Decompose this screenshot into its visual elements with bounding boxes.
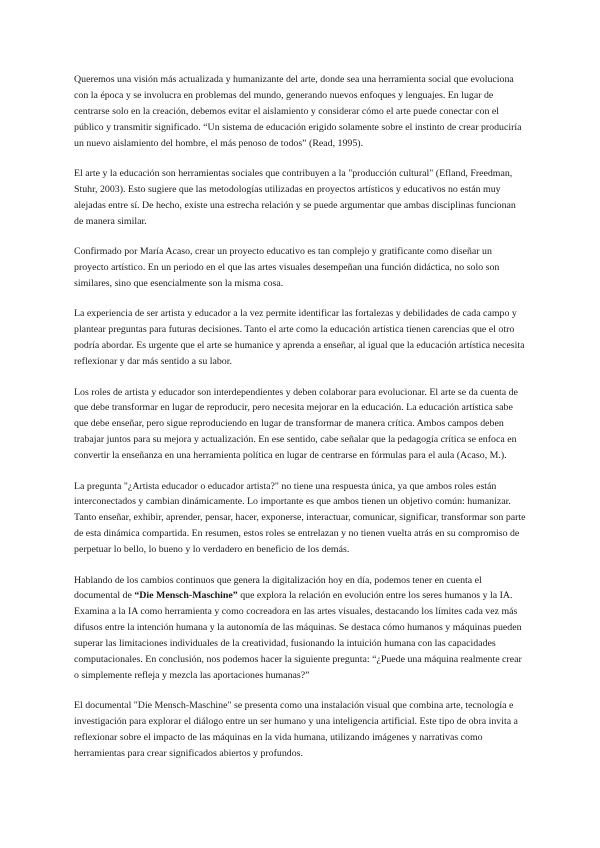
paragraph-7 — [74, 573, 526, 684]
paragraph-2: El arte y la educación son herramientas sociales que contribuyen a la "producción cultural" (Efland, Freedman, Stuhr, 2003). Esto sugiere que las metodologías utilizadas en proyectos artísticos y educativos no están muy alejadas entre sí. De hecho, existe una estrecha relación y se puede argumentar que ambas disciplinas funcionan de manera similar. — [74, 168, 516, 227]
paragraph-1: Queremos una visión más actualizada y humanizante del arte, donde sea una herramienta social que evoluciona con la época y se involucra en problemas del mundo, generando nuevos enfoques y lenguajes. En lugar de centrarse solo en la creación, debemos evitar el aislamiento y considerar cómo el arte puede conectar con el público y transmitir significado. “Un sistema de educación erigido solamente sobre el instinto de crear produciría un nuevo aislamiento del hombre, el más penoso de todos” (Read, 1995). — [74, 74, 522, 149]
paragraph-7-text-before: Hablando de los cambios continuos que genera la digitalización hoy en día, podemos tener en cuenta el documental de — [74, 574, 482, 602]
paragraph-7-text-after: que explora la relación en evolución entre los seres humanos y la IA. Examina a la IA como herramienta y como cocreadora en las artes visuales, destacando los límites cada vez más difusos entre la intención humana y la autonomía de las máquinas. Se destaca cómo humanos y máquinas pueden superar las limitaciones individuales de la creatividad, fusionando la intuición humana con las capacidades computacionales. En conclusión, nos podemos hacer la siguiente pregunta: “¿Puede una máquina realmente crear o simplemente refleja y mezcla las aportaciones humanas?” — [74, 590, 522, 681]
paragraph-4: La experiencia de ser artista y educador a la vez permite identificar las fortalezas y debilidades de cada campo y plantear preguntas para futuras decisiones. Tanto el arte como la educación artística tienen carencias que el otro podría abordar. Es urgente que el arte se humanice y aprenda a enseñar, al igual que la educación artística necesita reflexionar y dar más sentido a su labor. — [74, 308, 525, 368]
paragraph-5: Los roles de artista y educador son interdependientes y deben colaborar para evolucionar. El arte se da cuenta de que debe transformar en lugar de reproducir, pero necesita mejorar en la educación. La educación artística sabe que debe enseñar, pero sigue reproduciendo en lugar de transformar de manera crítica. Ambos campos deben trabajar juntos para su mejora y actualización. En ese sentido, cabe señalar que la pedagogía crítica se enfoca en convertir la enseñanza en una herramienta política en lugar de centrarse en fórmulas para el aula (Acaso, M.). — [74, 386, 518, 462]
paragraph-8: El documental "Die Mensch-Maschine" se presenta como una instalación visual que combina arte, tecnología e investigación para explorar el diálogo entre un ser humano y una inteligencia artificial. Este tipo de obra invita a reflexionar sobre el impacto de las máquinas en la vida humana, utilizando imágenes y narrativas como herramientas para crear significados abiertos y profundos. — [74, 700, 518, 760]
paragraph-3: Confirmado por María Acaso, crear un proyecto educativo es tan complejo y gratificante como diseñar un proyecto artístico. En un periodo en el que las artes visuales desempeñan una función didáctica, no solo son similares, sino que esencialmente son la misma cosa. — [74, 246, 500, 289]
documentary-title-bold: “Die Mensch-Maschine” — [134, 590, 238, 602]
paragraph-6: La pregunta "¿Artista educador o educador artista?" no tiene una respuesta única, ya que ambos roles están interconectados y cambian dinámicamente. Lo importante es que ambos tienen un objetivo común: humanizar. Tanto enseñar, exhibir, aprender, pensar, hacer, exponerse, interactuar, comunicar, significar, transformar son parte de esta dinámica compartida. En resumen, estos roles se entrelazan y no tienen vuelta atrás en su compromiso de perpetuar lo bello, lo bueno y lo verdadero en beneficio de los demás. — [74, 480, 526, 556]
document-body — [74, 72, 526, 777]
